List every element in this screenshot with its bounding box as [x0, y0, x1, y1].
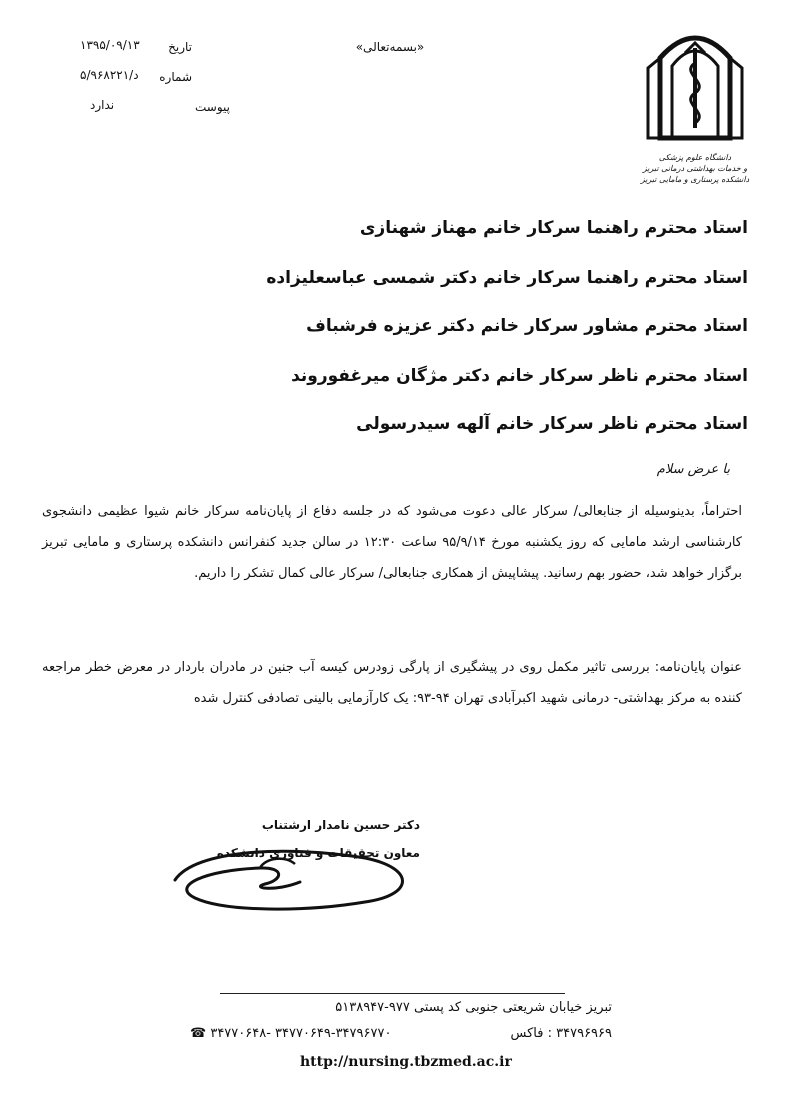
recipient-line: استاد محترم راهنما سرکار خانم دکتر شمسی عباسعلیزاده	[266, 268, 748, 288]
recipient-line: استاد محترم ناظر سرکار خانم آلهه سیدرسولی	[356, 414, 748, 434]
handwritten-signature	[165, 840, 425, 920]
number-value: ۵/د/۹۶۸۲۲۱	[80, 68, 139, 82]
signatory-title: معاون تحقیقات و فناوری دانشکده	[216, 846, 420, 860]
footer-address: تبریز خیابان شریعتی جنوبی کد پستی ۹۷۷-۵۱۳۸۹۴۷	[335, 1000, 612, 1015]
recipient-line: استاد محترم راهنما سرکار خانم مهناز شهنازی	[359, 218, 748, 238]
attachment-value: ندارد	[90, 98, 115, 112]
logo-caption	[640, 152, 750, 185]
date-value: ۱۳۹۵/۰۹/۱۳	[80, 38, 140, 52]
logo-caption-line-1: دانشگاه علوم پزشکی	[658, 153, 732, 162]
bismillah: «بسمه‌تعالی»	[355, 40, 425, 54]
footer-fax: ۳۴۷۹۶۹۶۹ : فاکس	[510, 1026, 612, 1041]
phone-icon: ☎	[190, 1026, 207, 1041]
number-label: شماره	[159, 70, 192, 84]
logo-caption-line-2: و خدمات بهداشتی درمانی تبریز	[642, 164, 748, 173]
footer-divider	[220, 993, 565, 994]
recipient-line: استاد محترم مشاور سرکار خانم دکتر عزیزه فرشباف	[306, 316, 748, 336]
footer-website-link[interactable]: http://nursing.tbzmed.ac.ir	[300, 1054, 512, 1070]
attachment-label: پیوست	[195, 100, 230, 114]
attachment-row	[140, 100, 230, 114]
footer-phones	[190, 1026, 430, 1041]
body-paragraph-thesis-title: عنوان پایان‌نامه: بررسی تاثیر مکمل روی در پیشگیری از پارگی زودرس کیسه آب جنین در مادران باردار در معرض خطر مراجعه کننده به مرکز بهداشتی- درمانی شهید اکبرآبادی تهران ۹۴-۹۳: یک کارآزمایی بالینی تصادفی کنترل شده	[42, 660, 742, 706]
greeting: با عرض سلام	[656, 462, 730, 477]
footer-phone-numbers: ۳۴۷۷۰۶۴۸- ۳۴۷۷۰۶۴۹-۳۴۷۹۶۷۷۰	[210, 1026, 392, 1041]
date-label: تاریخ	[168, 40, 192, 54]
recipient-line: استاد محترم ناظر سرکار خانم دکتر مژگان میرغفوروند	[291, 366, 748, 386]
emblem-icon	[640, 18, 750, 148]
university-logo	[640, 18, 750, 188]
logo-caption-line-3: دانشکده پرستاری و مامایی تبریز	[640, 175, 750, 184]
signatory-name: دکتر حسین نامدار ارشتناب	[261, 818, 420, 832]
body-paragraph-invitation: احتراماً، بدینوسیله از جنابعالی/ سرکار عالی دعوت می‌شود که در جلسه دفاع از پایان‌نامه سرکار خانم شیوا عظیمی دانشجوی کارشناسی ارشد مامایی که روز یکشنبه مورخ ۹۵/۹/۱۴ ساعت ۱۲:۳۰ در سالن جدید کنفرانس دانشکده پرستاری و مامایی تبریز برگزار خواهد شد، حضور بهم رسانید. پیشاپیش از همکاری جنابعالی/ سرکار عالی کمال تشکر را داریم.	[42, 504, 742, 581]
